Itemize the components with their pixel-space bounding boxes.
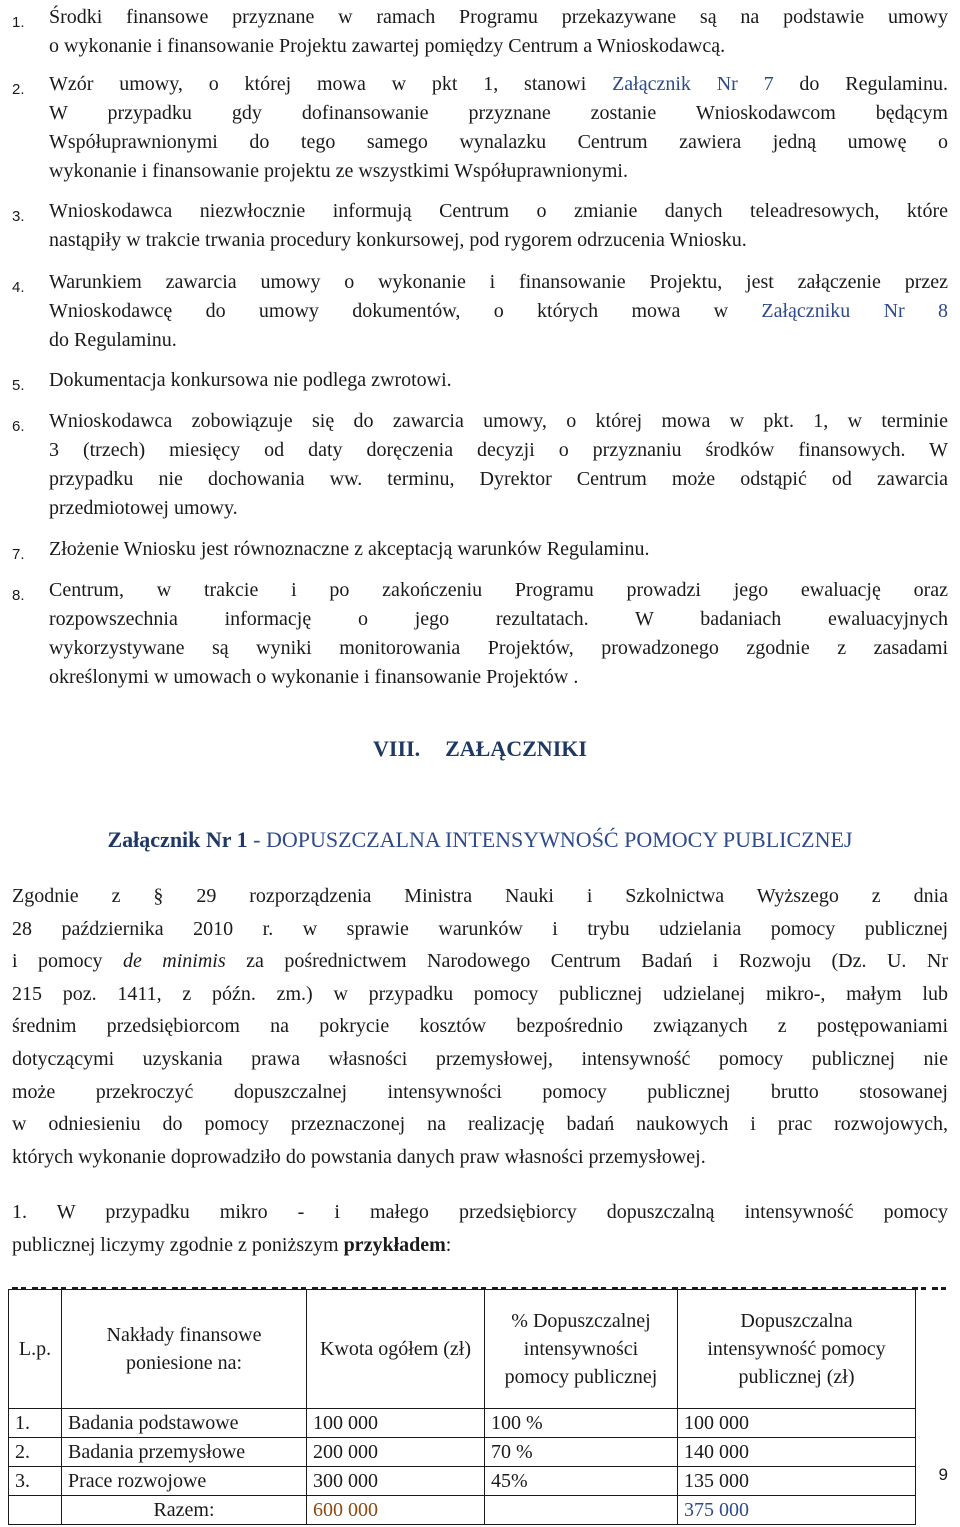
- item-line: wykonanie i finansowanie projektu ze wszystkimi Współuprawnionymi.: [49, 160, 628, 182]
- list-item: [12, 366, 948, 395]
- item-line: 3 (trzech) miesięcy od daty doręczenia decyzji o przyznaniu środków finansowych. W: [49, 439, 948, 461]
- cell-costs: Badania podstawowe: [62, 1409, 307, 1438]
- item-line: określonymi w umowach o wykonanie i finansowanie Projektów .: [49, 666, 579, 688]
- item-number: 7.: [12, 546, 25, 563]
- item-number: 2.: [12, 81, 25, 98]
- header-lp: L.p.: [9, 1290, 62, 1409]
- item-number: 8.: [12, 587, 25, 604]
- paragraph-line: średnim przedsiębiorcom na pokrycie kosztów bezpośrednio związanych z postępowaniami: [12, 1015, 948, 1038]
- body-paragraph: [12, 880, 948, 1173]
- item-line: Wnioskodawca niezwłocznie informują Centrum o zmianie danych teleadresowych, które: [49, 200, 948, 222]
- paragraph-line: i pomocy de minimis za pośrednictwem Narodowego Centrum Badań i Rozwoju (Dz. U. Nr: [12, 950, 948, 973]
- paragraph-line: 215 poz. 1411, z późn. zm.) w przypadku pomocy publicznej udzielanej mikro-, małym lub: [12, 982, 948, 1005]
- cell-percent: 100 %: [485, 1409, 678, 1438]
- item-line: o wykonanie i finansowanie Projektu zawartej pomiędzy Centrum a Wnioskodawcą.: [49, 35, 726, 57]
- paragraph-line: Zgodnie z § 29 rozporządzenia Ministra Nauki i Szkolnictwa Wyższego z dnia: [12, 885, 948, 907]
- table-row: [9, 1467, 916, 1496]
- page-number: 9: [938, 1465, 948, 1484]
- point-paragraph: [12, 1196, 948, 1261]
- item-number: 1.: [12, 14, 25, 31]
- table-header-row: [9, 1290, 916, 1409]
- cell-allowed: 140 000: [678, 1438, 916, 1467]
- cell-lp: 1.: [9, 1409, 62, 1438]
- item-line: wykorzystywane są wyniki monitorowania Projektów, prowadzonego zgodnie z zasadami: [49, 637, 948, 659]
- item-line: przedmiotowej umowy.: [49, 497, 238, 519]
- item-line: Warunkiem zawarcia umowy o wykonanie i finansowanie Projektu, jest załączenie przez: [49, 271, 948, 293]
- item-line: Złożenie Wniosku jest równoznaczne z akceptacją warunków Regulaminu.: [49, 538, 650, 560]
- cell-empty: [485, 1496, 678, 1525]
- table-total-row: [9, 1496, 916, 1525]
- item-line: Środki finansowe przyznane w ramach Programu przekazywane są na podstawie umowy: [49, 6, 948, 28]
- cell-total-allowed: 375 000: [678, 1496, 916, 1525]
- cell-total-label: Razem:: [62, 1496, 307, 1525]
- clipped-text-line: [12, 1272, 948, 1290]
- paragraph-line: 28 października 2010 r. w sprawie warunków i trybu udzielania pomocy publicznej: [12, 917, 948, 940]
- list-item: [12, 535, 948, 564]
- paragraph-line: 1. W przypadku mikro - i małego przedsiębiorcy dopuszczalną intensywność pomocy: [12, 1201, 948, 1223]
- cell-allowed: 135 000: [678, 1467, 916, 1496]
- cell-empty: [9, 1496, 62, 1525]
- item-line: Wnioskodawca zobowiązuje się do zawarcia umowy, o której mowa w pkt. 1, w terminie: [49, 410, 948, 432]
- list-item: [12, 70, 948, 186]
- table-row: [9, 1409, 916, 1438]
- annex-8-link[interactable]: Załączniku Nr 8: [761, 300, 948, 322]
- item-number: 5.: [12, 377, 25, 394]
- annex-title: [0, 827, 960, 853]
- paragraph-line: dotyczącymi uzyskania prawa własności przemysłowej, intensywność pomocy publicznej nie: [12, 1047, 948, 1070]
- item-line: Współuprawnionymi do tego samego wynalazku Centrum zawiera jedną umowę o: [49, 131, 948, 153]
- list-item: [12, 197, 948, 255]
- paragraph-line: może przekroczyć dopuszczalnej intensywności pomocy publicznej brutto stosowanej: [12, 1080, 948, 1103]
- paragraph-line: których wykonanie doprowadziło do powstania danych praw własności przemysłowej.: [12, 1145, 706, 1168]
- table-row: [9, 1438, 916, 1467]
- cell-amount: 100 000: [307, 1409, 485, 1438]
- item-line: przypadku nie dochowania ww. terminu, Dyrektor Centrum może odstąpić od zawarcia: [49, 468, 948, 490]
- item-line: do Regulaminu.: [49, 329, 177, 351]
- cell-amount: 200 000: [307, 1438, 485, 1467]
- cell-total-amount: 600 000: [307, 1496, 485, 1525]
- item-line: Wnioskodawcę do umowy dokumentów, o których mowa w Załączniku Nr 8: [49, 300, 948, 322]
- header-costs: Nakłady finansowe poniesione na:: [62, 1290, 307, 1409]
- cell-costs: Badania przemysłowe: [62, 1438, 307, 1467]
- list-item: [12, 268, 948, 355]
- cell-amount: 300 000: [307, 1467, 485, 1496]
- item-line: nastąpiły w trakcie trwania procedury konkursowej, pod rygorem odrzucenia Wniosku.: [49, 229, 747, 251]
- header-amount: Kwota ogółem (zł): [307, 1290, 485, 1409]
- cell-percent: 45%: [485, 1467, 678, 1496]
- item-line: Wzór umowy, o której mowa w pkt 1, stanowi Załącznik Nr 7 do Regulaminu.: [49, 73, 948, 95]
- annex-7-link[interactable]: Załącznik Nr 7: [612, 73, 774, 95]
- list-item: [12, 407, 948, 523]
- item-line: rozpowszechnia informację o jego rezultatach. W badaniach ewaluacyjnych: [49, 608, 948, 630]
- cell-allowed: 100 000: [678, 1409, 916, 1438]
- item-line: W przypadku gdy dofinansowanie przyznane zostanie Wnioskodawcom będącym: [49, 102, 948, 124]
- item-number: 6.: [12, 418, 25, 435]
- list-item: [12, 3, 948, 61]
- paragraph-line: w odniesieniu do pomocy przeznaczonej na realizację badań naukowych i prac rozwojowych,: [12, 1113, 948, 1136]
- header-percent: % Dopuszczalnej intensywności pomocy publicznej: [485, 1290, 678, 1409]
- paragraph-line: publicznej liczymy zgodnie z poniższym przykładem:: [12, 1233, 452, 1256]
- section-title: ZAŁĄCZNIKI: [445, 736, 587, 761]
- cell-percent: 70 %: [485, 1438, 678, 1467]
- item-line: Centrum, w trakcie i po zakończeniu Programu prowadzi jego ewaluację oraz: [49, 579, 948, 601]
- section-heading: [0, 736, 960, 762]
- item-number: 3.: [12, 208, 25, 225]
- item-number: 4.: [12, 279, 25, 296]
- cell-lp: 3.: [9, 1467, 62, 1496]
- section-number: VIII.: [373, 736, 421, 761]
- item-line: Dokumentacja konkursowa nie podlega zwrotowi.: [49, 369, 452, 391]
- annex-label: Załącznik Nr 1: [107, 827, 248, 852]
- header-allowed: Dopuszczalna intensywność pomocy publicznej (zł): [678, 1290, 916, 1409]
- annex-subtitle: - DOPUSZCZALNA INTENSYWNOŚĆ POMOCY PUBLICZNEJ: [247, 827, 853, 852]
- list-item: [12, 576, 948, 692]
- cell-costs: Prace rozwojowe: [62, 1467, 307, 1496]
- cell-lp: 2.: [9, 1438, 62, 1467]
- intensity-table: [8, 1289, 916, 1525]
